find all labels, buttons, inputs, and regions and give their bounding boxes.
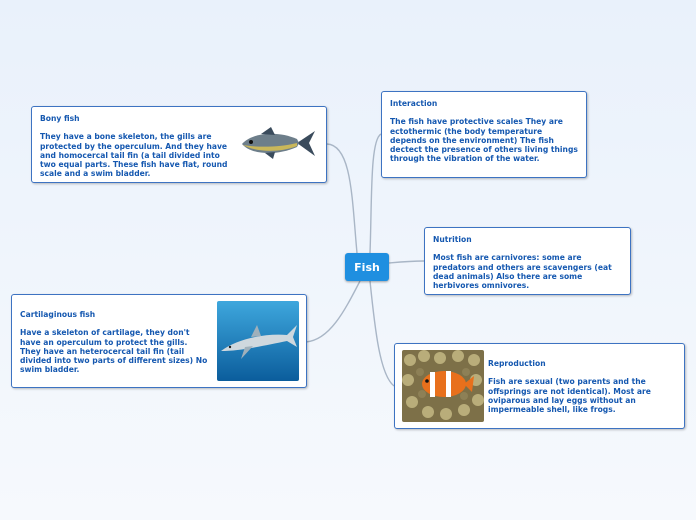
tuna-fish-icon (237, 125, 319, 161)
node-reproduction-text: Fish are sexual (two parents and the offsprings are not identical). Most are oviparous and lay eggs without an impermeable shell, like frogs. (488, 377, 651, 415)
connector-nutrition (389, 261, 424, 263)
connector-cartilaginous (306, 281, 360, 342)
clownfish-anemone-photo-icon (402, 350, 484, 422)
connector-bony (327, 144, 357, 253)
node-nutrition-title: Nutrition (433, 235, 472, 244)
central-topic-label: Fish (354, 260, 380, 274)
node-cartilaginous-fish-text: Have a skeleton of cartilage, they don't have an operculum to protect the gills. They have an heterocercal tail fin (tail divided into two parts of different sizes) No swim bladder. (20, 328, 208, 375)
node-bony-fish[interactable] (31, 106, 327, 183)
connector-reproduction (370, 281, 394, 386)
node-bony-fish-title: Bony fish (40, 114, 80, 123)
node-bony-fish-text: They have a bone skeleton, the gills are protected by the operculum. And they have and homocercal tail fin (a tail divided into two equal parts. These fish have flat, round scale and a swim bladder. (40, 132, 228, 179)
central-topic-fish[interactable] (345, 253, 389, 281)
node-reproduction[interactable] (394, 343, 685, 429)
node-interaction-text: The fish have protective scales They are ectothermic (the body temperature depends on the environment) The fish dectect the presence of others living things through the vibration of the water. (390, 117, 578, 164)
node-nutrition-text: Most fish are carnivores: some are predators and others are scavengers (eat dead animals) Also there are some herbivores omnivores. (433, 253, 612, 291)
shark-photo-icon (217, 301, 299, 381)
connector-interaction (370, 134, 381, 253)
node-cartilaginous-fish[interactable] (11, 294, 307, 388)
node-reproduction-title: Reproduction (488, 359, 546, 368)
node-interaction[interactable] (381, 91, 587, 178)
node-nutrition[interactable] (424, 227, 631, 295)
node-cartilaginous-fish-title: Cartilaginous fish (20, 310, 96, 319)
node-interaction-title: Interaction (390, 99, 438, 108)
